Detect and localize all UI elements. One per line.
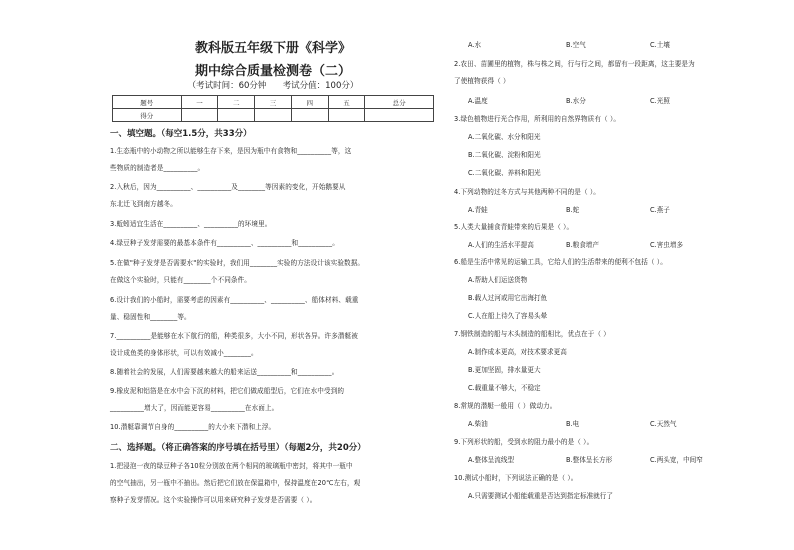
score-table-row-label: 得分 xyxy=(113,109,182,122)
option: C.天然气 xyxy=(650,420,677,428)
question-line: 6.设计我们的小船时，需要考虑的因素有__________、__________、船体材料、载重 xyxy=(110,296,359,304)
option: B.更加坚固，排水量更大 xyxy=(468,366,541,374)
question-line: 东北迁飞到南方越冬。 xyxy=(110,200,177,208)
score-table-cell: 一 xyxy=(181,96,218,109)
score-table-score-row xyxy=(113,109,434,122)
score-cell[interactable] xyxy=(365,109,434,122)
question-line: 量、稳固性和________等。 xyxy=(110,313,191,321)
question-line: 设计成鱼类的身体形状，可以有效减小________。 xyxy=(110,349,258,357)
option: B.载人过河或用它出海打鱼 xyxy=(468,294,548,302)
question-line: 在做这个实验时，只能有________个不同条件。 xyxy=(110,276,251,284)
option: A.只需要测试小船能载重是否达到指定标准就行了 xyxy=(468,492,613,500)
option: B.蛇 xyxy=(566,206,580,214)
option: C.载重量不够大，不稳定 xyxy=(468,384,541,392)
section2-title: 二、选择题。（将正确答案的序号填在括号里）（每题2分，共20分） xyxy=(110,443,366,453)
option: C.土壤 xyxy=(650,41,670,49)
option: B.粮食增产 xyxy=(566,241,599,249)
question-line: 察种子发芽情况。这个实验操作可以用来研究种子发芽是否需要（ ）。 xyxy=(110,496,317,504)
option: A.水 xyxy=(468,41,482,49)
question-line: 7.钢铁制造的船与木头制造的船相比，优点在于（ ） xyxy=(454,330,610,338)
score-table-header-row xyxy=(113,96,434,109)
option: B.电 xyxy=(566,420,580,428)
score-table-cell: 总分 xyxy=(365,96,434,109)
option: B.整体呈长方形 xyxy=(566,456,613,464)
question-line: 9.橡皮泥和铝箔是在水中会下沉的材料，把它们做成船型后，它们在水中受到的 xyxy=(110,387,345,395)
question-line: __________增大了，因而能更容易__________在水面上。 xyxy=(110,404,279,412)
option: B.二氧化碳、淀粉和阳光 xyxy=(468,151,541,159)
option: A.青蛙 xyxy=(468,206,488,214)
option: C.害虫增多 xyxy=(650,241,684,249)
question-line: 的空气抽出，另一瓶中不抽出。然后把它们放在保温箱中，保持温度在20℃左右，观 xyxy=(110,479,361,487)
option: A.柴油 xyxy=(468,420,488,428)
option: A.制作成本更高，对技术要求更高 xyxy=(468,348,567,356)
option: B.水分 xyxy=(566,97,586,105)
section1-title: 一、填空题。（每空1.5分，共33分） xyxy=(110,129,252,139)
question-line: 6.船是生活中常见的运输工具，它给人们的生活带来的便利不包括（ ）。 xyxy=(454,258,667,266)
exam-subtitle: 期中综合质量检测卷（二） xyxy=(194,64,351,79)
question-line: 9.下列形状的船，受到水的阻力最小的是（ ）。 xyxy=(454,438,594,446)
option: C.二氧化碳、养料和阳光 xyxy=(468,169,541,177)
question-line: 10.潜艇靠调节自身的__________的大小来下潜和上浮。 xyxy=(110,423,276,431)
option: A.温度 xyxy=(468,97,488,105)
option: A.二氧化碳、水分和阳光 xyxy=(468,133,541,141)
question-line: 10.测试小船时，下列说法正确的是（ ）。 xyxy=(454,474,578,482)
option: C.人在船上待久了容易头晕 xyxy=(468,312,548,320)
score-table-cell: 五 xyxy=(328,96,365,109)
option: A.帮助人们运送货物 xyxy=(468,276,528,284)
question-line: 7.__________是能够在水下航行的船，种类很多，大小不同，形状各异。许多潜艇被 xyxy=(110,332,358,340)
score-cell[interactable] xyxy=(255,109,292,122)
score-table-cell: 四 xyxy=(291,96,328,109)
question-line: 5.人类大量捕食青蛙带来的后果是（ ）。 xyxy=(454,223,574,231)
score-cell[interactable] xyxy=(291,109,328,122)
score-cell[interactable] xyxy=(218,109,255,122)
score-table-cell: 三 xyxy=(255,96,292,109)
exam-meta: （考试时间：60分钟 考试分值：100分） xyxy=(187,81,359,91)
question-line: 4.下列动物的过冬方式与其他两种不同的是（ ）。 xyxy=(454,188,600,196)
option: C.燕子 xyxy=(650,206,670,214)
option: B.空气 xyxy=(566,41,586,49)
option: A.人们的生活水平提高 xyxy=(468,241,534,249)
score-table-cell: 二 xyxy=(218,96,255,109)
question-line: 4.绿豆种子发芽需要的最基本条件有__________、__________和__________。 xyxy=(110,239,339,247)
score-cell[interactable] xyxy=(328,109,365,122)
option: A.整体呈流线型 xyxy=(468,456,515,464)
option: C.两头宽，中间窄 xyxy=(650,456,703,464)
question-line: 3.绿色植物进行光合作用，所利用的自然界物质有（ ）。 xyxy=(454,115,621,123)
question-line: 1.把浸泡一夜的绿豆种子各10粒分别放在两个相同的玻璃瓶中密封，将其中一瓶中 xyxy=(110,462,353,470)
question-line: 5.在做"种子发芽是否需要水"的实验时，我们用________实验的方法设计该实验数据。 xyxy=(110,259,365,267)
score-cell[interactable] xyxy=(181,109,218,122)
question-line: 8.常规的潜艇一般用（ ）做动力。 xyxy=(454,402,557,410)
score-table-cell: 题号 xyxy=(113,96,182,109)
question-line: 1.生态瓶中的小动物之所以能够生存下来，是因为瓶中有食物和__________等，这 xyxy=(110,147,352,155)
question-line: 2.入秋后，因为__________、__________及________等因素的变化，开始鹅要从 xyxy=(110,183,346,191)
question-line: 了使植物获得（ ） xyxy=(454,77,510,85)
exam-title: 教科版五年级下册《科学》 xyxy=(194,41,351,56)
question-line: 2.农田、苗圃里的植物，株与株之间，行与行之间，都留有一段距离，这主要是为 xyxy=(454,60,695,68)
question-line: 3.蚯蚓适宜生活在__________、__________的环境里。 xyxy=(110,220,272,228)
question-line: 8.随着社会的发展，人们需要越来越大的船来运送__________和__________。 xyxy=(110,368,339,376)
option: C.光照 xyxy=(650,97,670,105)
score-table xyxy=(112,95,434,122)
question-line: 些物质的制造者是__________。 xyxy=(110,164,205,172)
